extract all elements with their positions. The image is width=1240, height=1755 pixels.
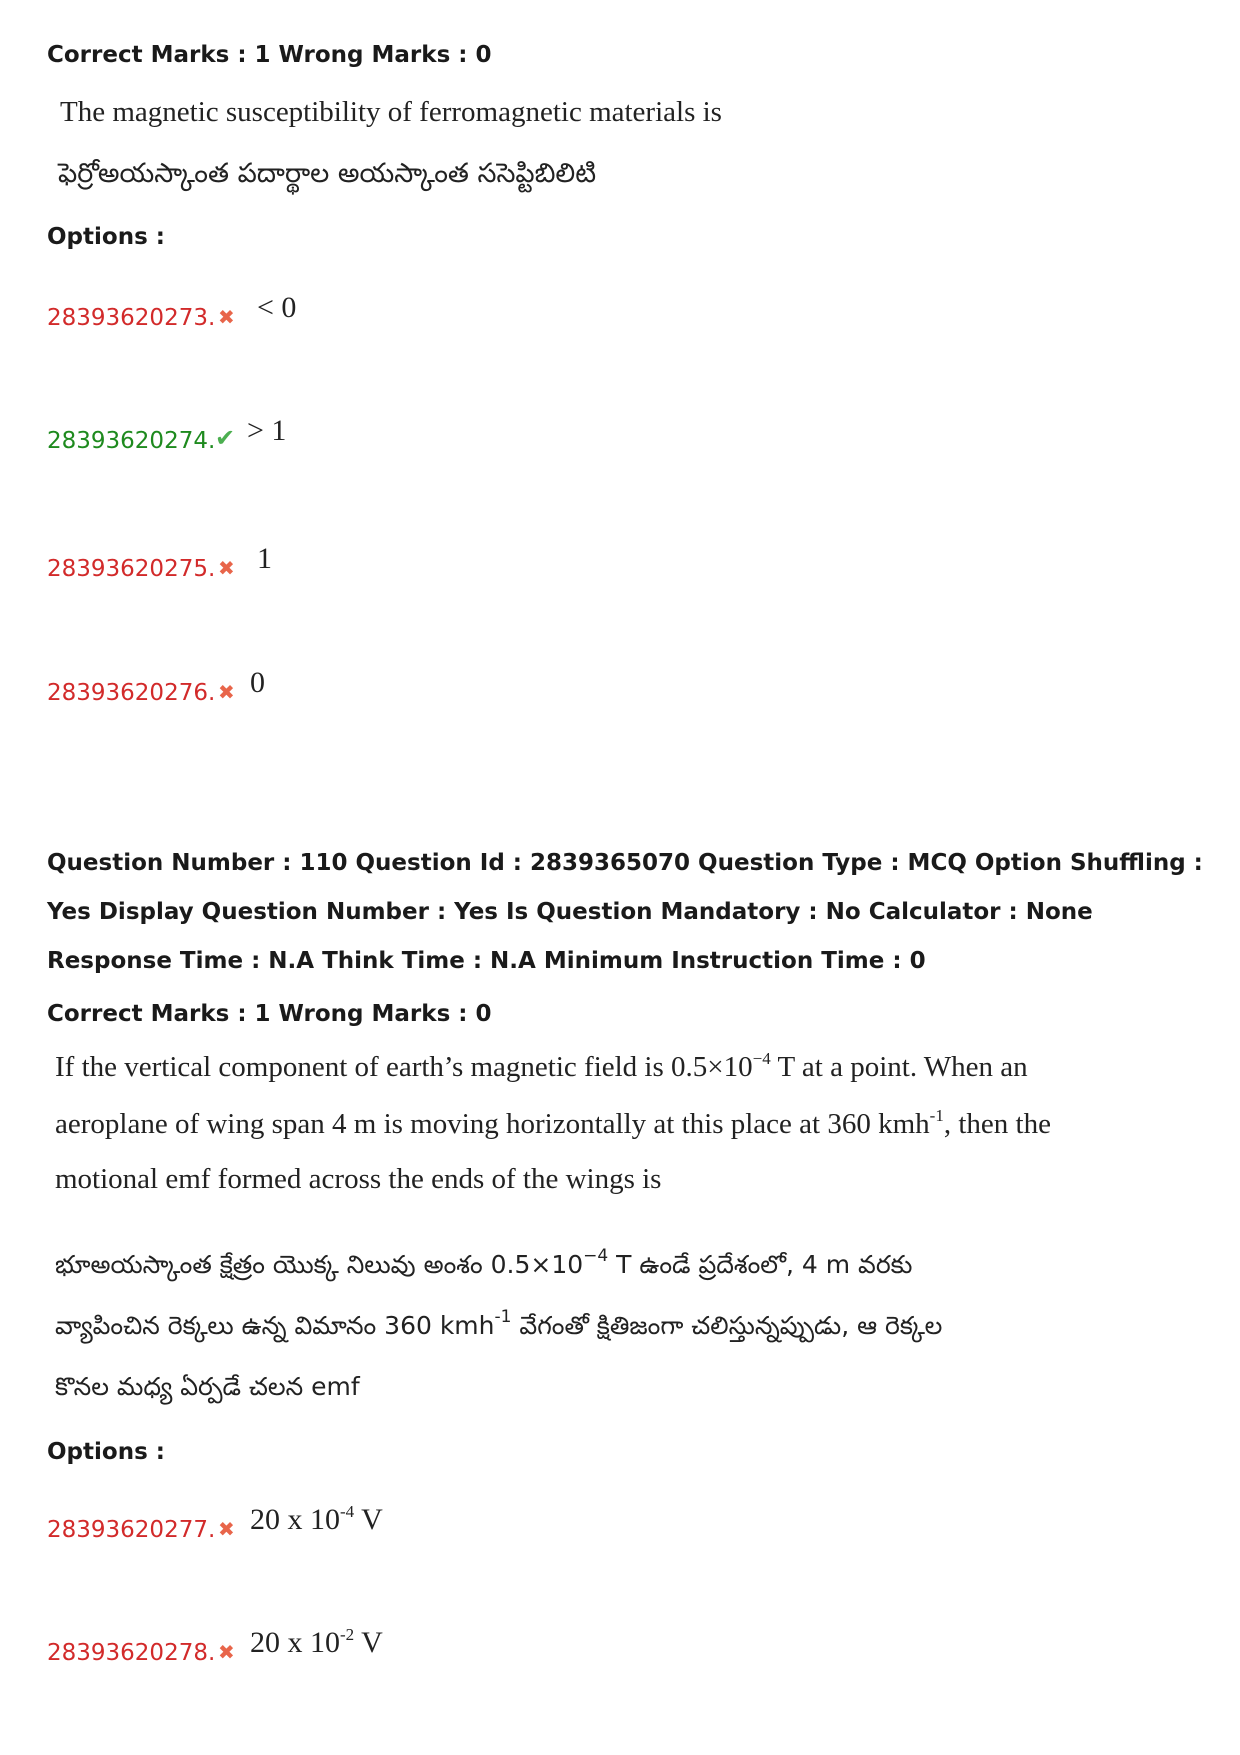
exponent: -2 xyxy=(340,1625,355,1644)
text-segment: T at a point. When an xyxy=(770,1051,1028,1083)
text-segment: వేగంతో క్షితిజంగా చలిస్తున్నప్పుడు, ఆ రెక్కల xyxy=(511,1311,943,1340)
q1-text-english: The magnetic susceptibility of ferromagnetic materials is xyxy=(60,96,722,128)
option-value: < 0 xyxy=(257,291,297,324)
option-value: 0 xyxy=(250,666,265,699)
q1-text-telugu: ఫెర్రోఅయస్కాంత పదార్థాల అయస్కాంత ససెప్టిబిలిటి xyxy=(58,158,597,189)
option-value xyxy=(250,1626,383,1660)
q1-options-label: Options : xyxy=(47,224,165,250)
q2-text-english-line1 xyxy=(55,1051,1028,1084)
q2-text-telugu-line2 xyxy=(55,1307,943,1347)
check-icon: ✔ xyxy=(215,424,236,452)
option-value: > 1 xyxy=(247,414,287,447)
exponent: -4 xyxy=(340,1502,355,1521)
exponent: -1 xyxy=(494,1307,512,1327)
option-id: 28393620275. xyxy=(47,556,216,582)
option-id: 28393620277. xyxy=(47,1517,216,1543)
option-id: 28393620278. xyxy=(47,1640,216,1666)
exponent: −4 xyxy=(752,1049,771,1068)
q2-text-english-line3: motional emf formed across the ends of the wings is xyxy=(55,1163,662,1195)
cross-icon: ✖ xyxy=(218,1517,235,1541)
q2-options-label: Options : xyxy=(47,1439,165,1465)
option-id: 28393620273. xyxy=(47,305,216,331)
text-segment: T ఉండే ప్రదేశంలో, 4 m వరకు xyxy=(608,1250,913,1279)
text-segment: , then the xyxy=(943,1108,1051,1140)
option-id: 28393620274. xyxy=(47,428,216,454)
q2-header: Question Number : 110 Question Id : 2839365070 Question Type : MCQ Option Shuffling : Yes Display Question Number : Yes Is Question Mandatory : No Calculator : None Response Time : N.A Think Time : N.A Minimum Instruction Time : 0 xyxy=(47,850,1203,974)
cross-icon: ✖ xyxy=(218,305,235,329)
cross-icon: ✖ xyxy=(218,680,235,704)
q2-text-telugu-line1 xyxy=(55,1246,913,1286)
text-segment: 20 x 10 xyxy=(250,1626,340,1659)
text-segment: వ్యాపించిన రెక్కలు ఉన్న విమానం 360 kmh xyxy=(55,1311,495,1340)
exponent: -1 xyxy=(929,1106,944,1125)
option-value xyxy=(250,1503,383,1537)
q1-marks: Correct Marks : 1 Wrong Marks : 0 xyxy=(47,42,492,68)
exponent: −4 xyxy=(583,1246,609,1266)
q2-text-english-line2 xyxy=(55,1108,1051,1141)
text-segment: V xyxy=(354,1626,383,1659)
text-segment: 20 x 10 xyxy=(250,1503,340,1536)
cross-icon: ✖ xyxy=(218,556,235,580)
text-segment: 0.5×10 xyxy=(671,1051,753,1083)
cross-icon: ✖ xyxy=(218,1640,235,1664)
q2-text-telugu-line3: కొనల మధ్య ఏర్పడే చలన emf xyxy=(55,1372,360,1401)
option-value: 1 xyxy=(257,542,272,575)
text-segment: V xyxy=(354,1503,383,1536)
text-segment: భూఅయస్కాంత క్షేత్రం యొక్క నిలువు అంశం 0.5×10 xyxy=(55,1250,584,1279)
text-segment: If the vertical component of earth’s magnetic field is xyxy=(55,1051,672,1083)
text-segment: aeroplane of wing span 4 m is moving horizontally at this place at 360 kmh xyxy=(55,1108,930,1140)
q2-marks: Correct Marks : 1 Wrong Marks : 0 xyxy=(47,1001,492,1027)
option-id: 28393620276. xyxy=(47,680,216,706)
